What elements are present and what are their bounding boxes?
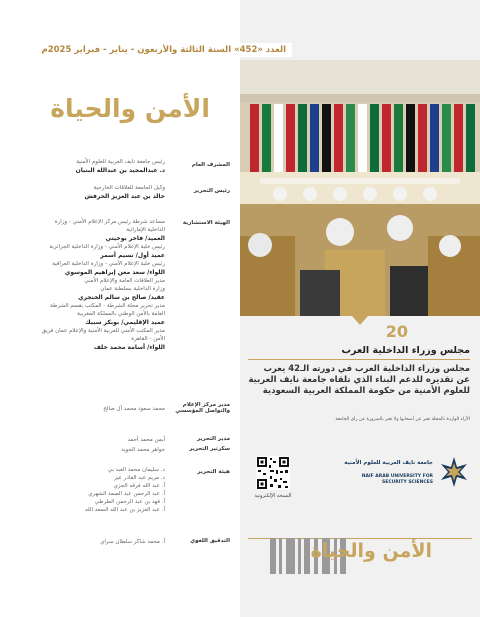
disclaimer: الآراء الواردة بالمجلة تعبر عن أصحابها ولا تعبر بالضرورة عن رأي الجامعة <box>335 417 470 422</box>
advisory-name: عقيد/ صالح بن سالم الخنجري <box>78 294 165 301</box>
qr-label: النسخة الإلكترونية <box>254 493 292 499</box>
university-logo-icon <box>438 456 470 488</box>
issue-line: العدد «452» السنة الثالثة والأربعون - يناير - فبراير 2025م <box>54 43 292 57</box>
divider <box>248 359 470 360</box>
board-member: أ. عبد الله فرقه الجزي <box>113 483 165 489</box>
advisory-list <box>0 218 165 352</box>
advisory-name: اللواء/ سعد معن إبراهيم الموسوي <box>64 269 165 276</box>
general-supervisor-title: رئيس جامعة نايف العربية للعلوم الأمنية <box>76 159 165 165</box>
story-headline[interactable]: مجلس وزراء الداخلية العرب في دورته الـ42 يعرب عن تقديره للدعم البناء الذي تلقاه جامعة نايف العربية للعلوم الأمنية من حكومة المملكة العربية السعودية <box>248 364 470 396</box>
advisory-name: عميد أول/ نسيم أسمر <box>100 252 165 259</box>
editor-director-label: مدير التحرير <box>196 436 230 442</box>
advisory-name: العميد/ فاخر بوخيتي <box>105 235 165 242</box>
general-supervisor-name: د. عبدالمجيد بن عبدالله البنيان <box>75 167 165 174</box>
proof-label: التدقيق اللغوي <box>190 538 230 544</box>
advisory-title: رئيس خلية الإعلام الأمني - وزارة الداخلية العراقية <box>52 261 165 267</box>
section-title: مجلس وزراء الداخلية العرب <box>341 345 470 356</box>
proof-name: أ. محمد شاكر سلطان سراي <box>100 539 165 545</box>
staff-box <box>41 156 230 426</box>
editor-director-name: أيمن محمد أحمد <box>127 437 165 443</box>
editor-chief-label: رئيس التحرير <box>193 188 230 194</box>
advisory-title: رئيس خلية الإعلام الأمني - وزارة الداخلية الجزائرية <box>49 244 165 250</box>
general-supervisor-label: المشرف العام <box>191 162 230 168</box>
editorial-secretary-label: سكرتير التحرير <box>189 446 230 452</box>
advisory-title: مدير المكتب الأمني للعربية الأمنية والإعلام عمان فريق <box>41 328 165 334</box>
board-member: د. مريم عبد القادر عيز <box>114 475 165 481</box>
general-supervisor-block <box>0 158 165 175</box>
cover-photo <box>240 60 480 316</box>
board-list <box>85 466 165 514</box>
advisory-name: الداخلية الإماراتية <box>126 227 165 233</box>
bottom-title: الأمن والحياة <box>310 540 432 562</box>
editor-chief-block <box>0 184 165 201</box>
page-number: 20 <box>385 322 408 341</box>
qr-code-icon[interactable] <box>256 456 290 490</box>
board-member: أ. فهد بن عبد الرحمن الطرطي <box>94 499 165 505</box>
board-label: هيئة التحرير <box>197 469 230 475</box>
media-director-label: مدير مركز الإعلام والتواصل المؤسسي <box>175 402 230 414</box>
advisory-title: مساعد شرطة رئيس مركز الإعلام الأمني - وزارة <box>54 219 165 225</box>
editorial-secretary-name: جواهر محمد الجويد <box>121 447 165 453</box>
arrow-down-icon <box>352 316 368 325</box>
board-member: أ. عبد الرحمن عبد الصمد الشهري <box>88 491 165 497</box>
advisory-label: الهيئة الاستشارية <box>182 220 230 226</box>
advisory-name: اللواء/ أسامة محمد خلف <box>93 344 165 351</box>
advisory-name: العامة بالأمن الوطني بالمملكة المغربية <box>77 311 165 317</box>
university-name-ar: جامعة نايف العربية للعلوم الأمنية <box>344 460 433 466</box>
media-director-name: محمد سعود محمد آل صالح <box>103 406 165 412</box>
advisory-title: مدير العلاقات العامة والإعلام الأمني <box>84 278 165 284</box>
magazine-title: الأمن والحياة <box>50 94 210 123</box>
university-name-en: NAIF ARAB UNIVERSITY FOR SECURITY SCIENCES <box>361 474 433 485</box>
advisory-name: عميد الإقليمي/ بوبكر سبيك <box>85 319 165 326</box>
board-member: أ. عبد العزيز بن عبد الله السعد الله <box>85 507 165 513</box>
advisory-name: الأمن - القاهرة <box>131 336 165 342</box>
advisory-name: وزارة الداخلية بسلطنة عمان <box>100 286 165 292</box>
board-member: د. سليمان محمد العبد بي <box>107 467 165 473</box>
editor-chief-title: وكيل الجامعة للعلاقات الخارجية <box>93 185 165 191</box>
editor-chief-name: خالد بن عبد العزيز الحرفش <box>84 193 165 200</box>
advisory-title: مدير تحرير مجلة الشرطة - المكتب بقسم الشرطة <box>50 303 165 309</box>
